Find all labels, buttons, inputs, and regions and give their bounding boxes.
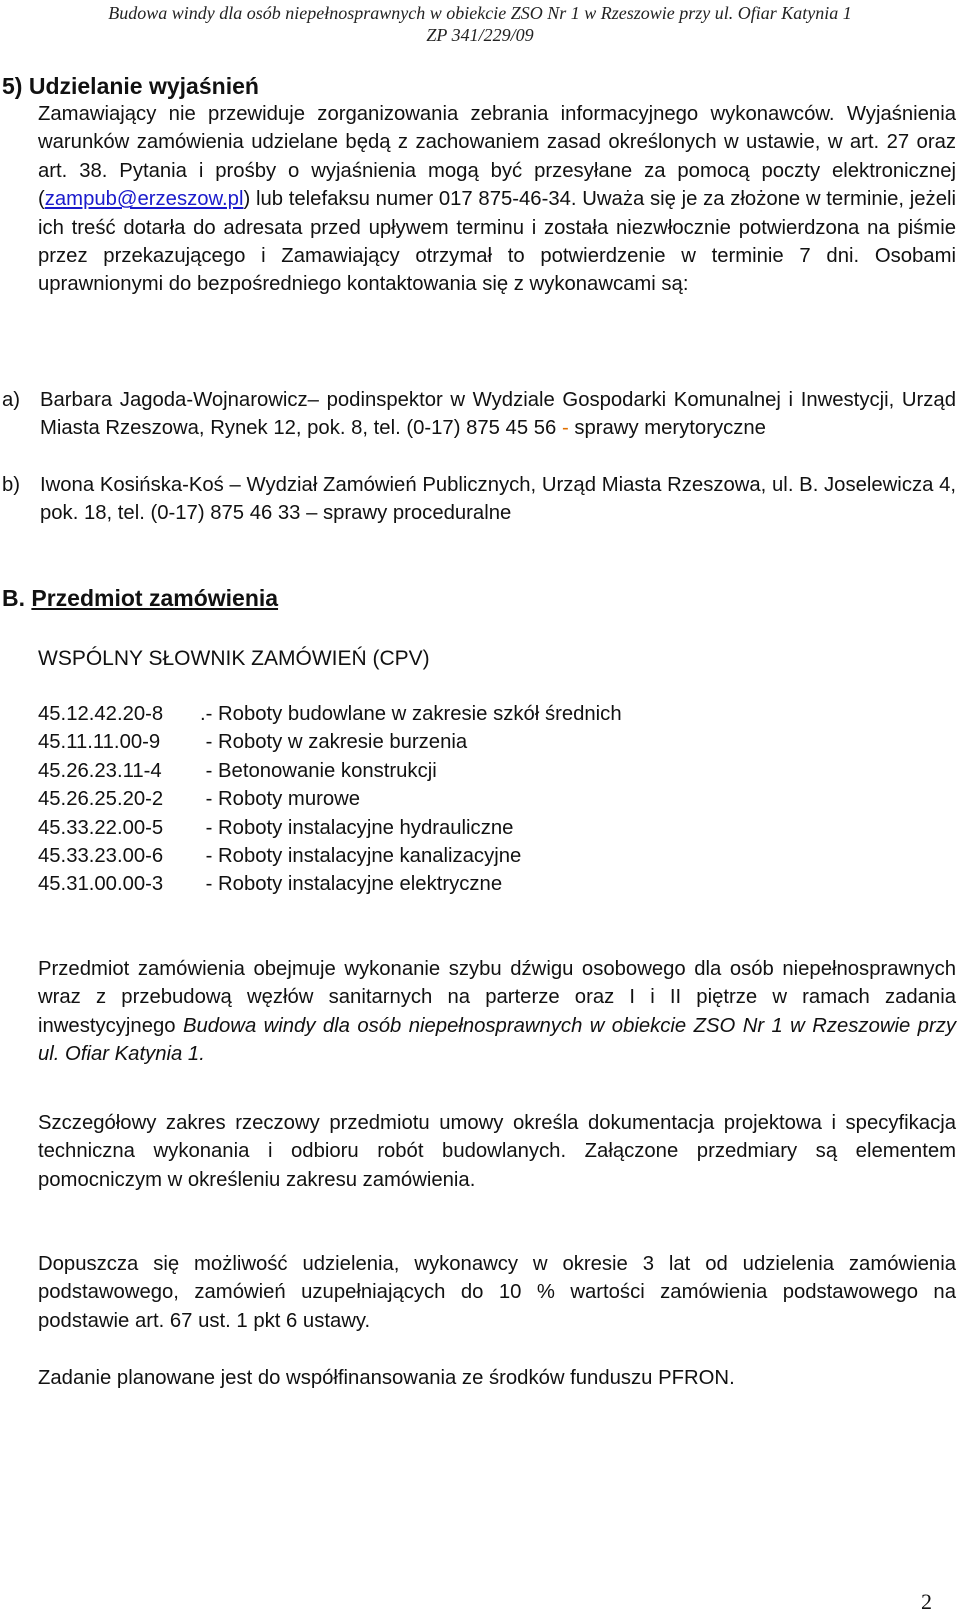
cpv-description: - Roboty w zakresie burzenia [200,731,468,754]
cpv-row [38,870,622,898]
supplementary-paragraph: Dopuszcza się możliwość udzielenia, wykonawcy w okresie 3 lat od udzielenia zamówienia podstawowego, zamówień uzupełniających do 10 % wartości zamówienia podstawowego na podstawie art. 67 ust. 1 pkt 6 ustawy. [38,1253,956,1332]
cpv-row [38,814,622,842]
cpv-code: 45.31.00.00-3 [38,873,164,896]
cpv-code: 45.26.23.11-4 [38,759,162,782]
section-b-prefix: B. [2,585,25,611]
list-marker: a) [2,389,21,411]
detail-paragraph: Szczegółowy zakres rzeczowy przedmiotu umowy określa dokumentacja projektowa i specyfikacja techniczna wykonania i odbioru robót budowlanych. Załączone przedmiary są elementem pomocniczym w określeniu zakresu zamówienia. [38,1112,956,1191]
cpv-list [38,700,622,899]
clarifications-text-start: Zamawiający nie przewiduje zorganizowania zebrania informacyjnego wykonawców. Wyjaśnienia warunków zamówienia udzielane będą z zachowaniem zasad określonych w ustawie, w art. 27 oraz art. 38. Pytania i prośby o wyjaśnienia mogą być przesyłane za pomocą poczty elektronicznej ( [38,103,956,211]
list-marker: b) [2,474,21,496]
clarifications-text-end: ) lub telefaksu numer 017 875-46-34. Uważa się je za złożone w terminie, jeżeli ich treść dotarła do adresata przed upływem terminu i została niezwłocznie potwierdzona na piśmie przez przekazującego i Zamawiający otrzymał to potwierdzenie w terminie 7 dni. Osobami uprawnionymi do bezpośredniego kontaktowania się z wykonawcami są: [38,188,956,296]
cpv-row [38,757,622,785]
scope-text: Przedmiot zamówienia obejmuje wykonanie szybu dźwigu osobowego dla osób niepełnosprawnych wraz z przebudową węzłów sanitarnych na parterze oraz I i II piętrze w ramach zadania inwestycyjnego [38,958,956,1037]
cpv-row [38,842,622,870]
cpv-row [38,700,622,728]
cpv-row [38,728,622,756]
highlight-dash: - [561,417,569,440]
email-link[interactable]: zampub@erzeszow.pl [44,188,244,211]
scope-paragraph [38,955,956,1069]
cpv-description: - Roboty instalacyjne kanalizacyjne [200,844,522,867]
cpv-row [38,785,622,813]
cpv-description: - Roboty murowe [200,788,361,811]
contact-text [40,386,956,443]
clarifications-paragraph [38,100,956,299]
cpv-code: 45.11.11.00-9 [38,731,161,754]
running-header [0,2,960,46]
funding-paragraph: Zadanie planowane jest do współfinansowania ze środków funduszu PFRON. [38,1367,735,1389]
section-b-title [2,584,278,612]
cpv-heading: WSPÓLNY SŁOWNIK ZAMÓWIEŃ (CPV) [38,647,430,670]
cpv-code: 45.33.22.00-5 [38,816,164,839]
header-title: Budowa windy dla osób niepełnosprawnych w obiekcie ZSO Nr 1 w Rzeszowie przy ul. Ofiar Katynia 1 [108,3,852,23]
cpv-description: - Betonowanie konstrukcji [200,759,437,782]
cpv-code: 45.33.23.00-6 [38,844,164,867]
section-b-heading: Przedmiot zamówienia [31,585,279,611]
page-number: 2 [921,1589,932,1614]
cpv-description: - Roboty instalacyjne elektryczne [200,873,503,896]
cpv-code: 45.26.25.20-2 [38,788,164,811]
cpv-description: - Roboty instalacyjne hydrauliczne [200,816,514,839]
contact-text-a: Barbara Jagoda-Wojnarowicz– podinspektor w Wydziale Gospodarki Komunalnej i Inwestycji, Urząd Miasta Rzeszowa, Rynek 12, pok. 8, tel. (0-17) 875 45 56 [40,389,956,440]
cpv-code: 45.12.42.20-8 [38,703,164,725]
contact-text: Iwona Kosińska-Koś – Wydział Zamówień Publicznych, Urząd Miasta Rzeszowa, ul. B. Joselewicza 4, pok. 18, tel. (0-17) 875 46 33 – sprawy proceduralne [40,474,956,525]
cpv-description: .- Roboty budowlane w zakresie szkół średnich [200,703,622,725]
contact-text-b: sprawy merytoryczne [568,417,766,440]
scope-task-name: Budowa windy dla osób niepełnosprawnych w obiekcie ZSO Nr 1 w Rzeszowie przy ul. Ofiar Katynia 1. [38,1014,956,1066]
header-reference: ZP 341/229/09 [426,25,534,45]
section-5-title: 5) Udzielanie wyjaśnień [2,73,259,99]
